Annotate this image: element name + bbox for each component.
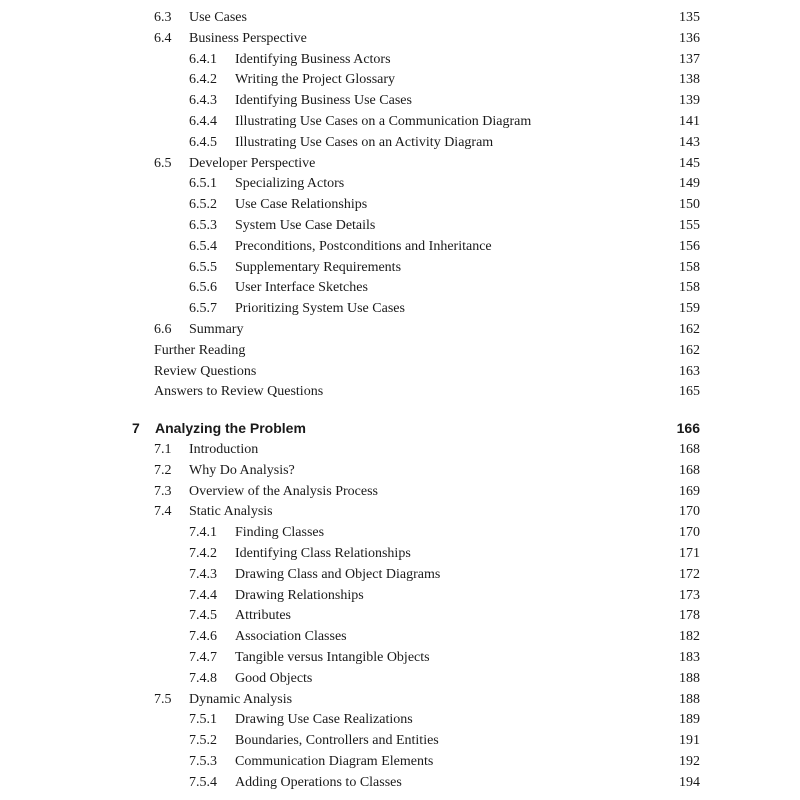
toc-entry [0,626,800,647]
toc-entry-title: User Interface Sketches [235,280,368,295]
toc-entry-number: 7.4.8 [189,671,217,686]
toc-entry-title: Writing the Project Glossary [235,72,396,87]
toc-entry-number: 7.5.1 [189,712,217,727]
toc-entry-title: Summary [189,322,244,337]
toc-entry [0,132,800,153]
toc-entry-number: 6.4.3 [189,93,217,108]
toc-entry-title: Identifying Class Relationships [235,546,411,561]
toc-entry-number: 7.1 [154,442,172,457]
toc-entry-page: 156 [679,239,700,254]
toc-entry-page: 138 [679,72,700,87]
toc-entry-page: 143 [679,135,700,150]
toc-entry-title: Why Do Analysis? [189,463,295,478]
toc-entry-number: 6.5.3 [189,218,217,233]
toc-entry-page: 162 [679,322,700,337]
toc-entry [0,689,800,710]
toc-entry-number: 7.4.5 [189,608,217,623]
toc-entry-title: Overview of the Analysis Process [189,484,378,499]
toc-entry-title: Developer Perspective [189,156,316,171]
toc-entry [0,501,800,522]
toc-entry [0,236,800,257]
toc-entry-page: 182 [679,629,700,644]
toc-entry-page: 135 [679,10,700,25]
toc-entry-title: System Use Case Details [235,218,376,233]
toc-entry-title: Review Questions [154,364,257,379]
toc-entry [0,215,800,236]
toc-entry [0,111,800,132]
toc-entry-title: Adding Operations to Classes [235,775,402,790]
toc-entry-number: 7.4.1 [189,525,217,540]
toc-entry-title: Association Classes [235,629,347,644]
toc-entry-number: 6.6 [154,322,172,337]
toc-entry-number: 6.4 [154,31,172,46]
toc-entry-number: 7.4.2 [189,546,217,561]
toc-entry-title: Use Case Relationships [235,197,368,212]
toc-entry-number: 6.5.1 [189,176,217,191]
toc-entry [0,381,800,402]
toc-chapter-heading [0,418,800,439]
toc-entry [0,69,800,90]
toc-entry [0,90,800,111]
toc-entry [0,7,800,28]
toc-entry-page: 192 [679,754,700,769]
toc-entry [0,481,800,502]
toc-entry-page: 173 [679,588,700,603]
toc-entry-number: 7.5.3 [189,754,217,769]
toc-entry [0,730,800,751]
toc-entry-page: 170 [679,504,700,519]
toc-entry-title: Identifying Business Use Cases [235,93,412,108]
toc-entry-number: 7.5.4 [189,775,217,790]
toc-entry-page: 141 [679,114,700,129]
toc-entry-page: 194 [679,775,700,790]
toc-entry-number: 6.5.5 [189,260,217,275]
toc-entry [0,298,800,319]
toc-entry-number: 7.5.2 [189,733,217,748]
toc-entry-number: 6.4.1 [189,52,217,67]
toc-entry-title: Prioritizing System Use Cases [235,301,405,316]
toc-entry [0,277,800,298]
toc-entry [0,668,800,689]
toc-entry-page: 136 [679,31,700,46]
toc-entry [0,605,800,626]
toc-entry-title: Supplementary Requirements [235,260,402,275]
toc-entry [0,647,800,668]
toc-entry-title: Introduction [189,442,259,457]
toc-entry-number: 7.3 [154,484,172,499]
toc-entry [0,585,800,606]
toc-entry-page: 162 [679,343,700,358]
toc-entry [0,709,800,730]
toc-entry [0,522,800,543]
toc-entry-number: 6.4.4 [189,114,217,129]
toc-entry-page: 170 [679,525,700,540]
toc-entry-page: 149 [679,176,700,191]
toc-entry-page: 169 [679,484,700,499]
toc-entry-page: 163 [679,364,700,379]
toc-entry-number: 6.5.7 [189,301,217,316]
toc-entry-page: 166 [676,420,700,436]
toc-entry [0,439,800,460]
toc-entry-title: Static Analysis [189,504,273,519]
toc-entry [0,49,800,70]
toc-entry-page: 158 [679,260,700,275]
toc-entry [0,361,800,382]
toc-entry-page: 178 [679,608,700,623]
toc-entry-number: 7.2 [154,463,172,478]
toc-entry-number: 6.3 [154,10,172,25]
toc-entry-page: 183 [679,650,700,665]
toc-entry-title: Preconditions, Postconditions and Inheritance [235,239,492,254]
toc-entry-title: Illustrating Use Cases on an Activity Diagram [235,135,494,150]
toc-entry-number: 6.5.4 [189,239,217,254]
toc-entry [0,28,800,49]
toc-entry-page: 171 [679,546,700,561]
toc-entry-title: Drawing Class and Object Diagrams [235,567,441,582]
toc-entry-number: 6.4.2 [189,72,217,87]
toc-entry [0,153,800,174]
toc-entry-page: 155 [679,218,700,233]
toc-entry-page: 165 [679,384,700,399]
toc-entry-title: Attributes [235,608,291,623]
toc-entry-title: Specializing Actors [235,176,345,191]
toc-entry-number: 7.4.6 [189,629,217,644]
toc-entry-number: 6.4.5 [189,135,217,150]
toc-entry [0,772,800,793]
toc-entry [0,564,800,585]
toc-entry-page: 189 [679,712,700,727]
toc-entry [0,460,800,481]
toc-entry-title: Answers to Review Questions [154,384,324,399]
toc-entry-page: 188 [679,692,700,707]
toc-entry-title: Finding Classes [235,525,325,540]
toc-entry-page: 188 [679,671,700,686]
toc-entry-title: Boundaries, Controllers and Entities [235,733,439,748]
toc-entry-title: Drawing Relationships [235,588,364,603]
toc-entry-title: Further Reading [154,343,246,358]
toc-entry [0,173,800,194]
toc-entry-title: Drawing Use Case Realizations [235,712,413,727]
toc-entry [0,257,800,278]
toc-entry-page: 159 [679,301,700,316]
toc-entry [0,751,800,772]
toc-entry-number: 7.5 [154,692,172,707]
toc-entry-title: Dynamic Analysis [189,692,293,707]
toc-entry [0,319,800,340]
toc-entry-page: 139 [679,93,700,108]
toc-entry-title: Use Cases [189,10,247,25]
toc-entry-page: 137 [679,52,700,67]
toc-entry-number: 6.5.2 [189,197,217,212]
toc-entry [0,543,800,564]
toc-entry-title: Identifying Business Actors [235,52,391,67]
toc-entry-title: Communication Diagram Elements [235,754,434,769]
toc-entry-number: 7.4.7 [189,650,217,665]
toc-entry-page: 145 [679,156,700,171]
toc-entry-title: Good Objects [235,671,313,686]
toc-entry-page: 191 [679,733,700,748]
toc-entry-page: 168 [679,442,700,457]
toc-entry-title: Illustrating Use Cases on a Communication Diagram [235,114,532,129]
toc-entry-number: 7.4.3 [189,567,217,582]
toc-entry [0,340,800,361]
toc-entry-page: 168 [679,463,700,478]
toc-entry-page: 150 [679,197,700,212]
toc-entry-number: 6.5 [154,156,172,171]
toc-entry-title: Tangible versus Intangible Objects [235,650,430,665]
toc-entry-number: 6.5.6 [189,280,217,295]
toc-entry-number: 7.4 [154,504,172,519]
toc-entry-number: 7 [132,420,140,436]
toc-entry-title: Analyzing the Problem [155,420,306,436]
toc-entry-page: 172 [679,567,700,582]
toc-entry [0,194,800,215]
toc-entry-number: 7.4.4 [189,588,217,603]
toc-entry-title: Business Perspective [189,31,307,46]
toc-entry-page: 158 [679,280,700,295]
